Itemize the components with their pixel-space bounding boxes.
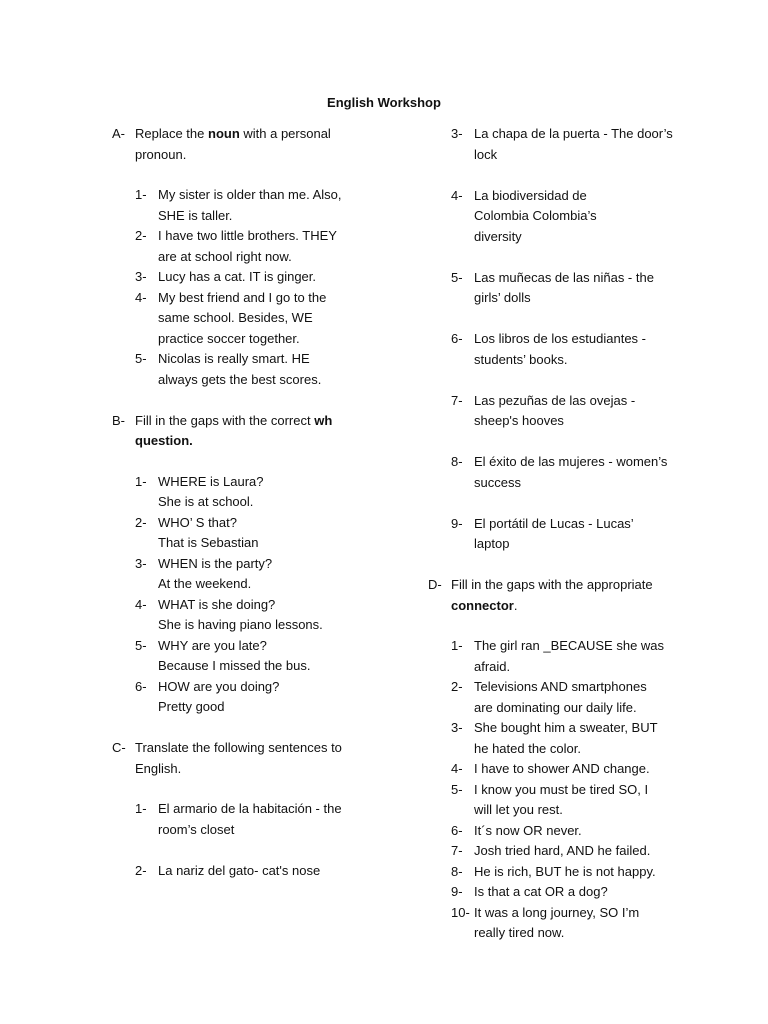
section-a-instruction: Replace the noun with a personal pronoun. [135,126,331,162]
section-c-letter: C- [112,740,126,755]
list-item: 9- Is that a cat OR a dog? [451,884,608,899]
list-item: 2- Televisions AND smartphones are dominating our daily life. [451,679,647,715]
section-b-instruction: Fill in the gaps with the correct wh question. [135,412,333,448]
left-column [112,124,412,881]
list-item: 3- WHEN is the party? At the weekend. [135,555,273,591]
list-item: 10- It was a long journey, SO I’m really tired now. [451,904,640,940]
list-item: 4- I have to shower AND change. [451,761,650,776]
list-item: 9- El portátil de Lucas - Lucas’ laptop [451,515,634,551]
list-item: 3- Lucy has a cat. IT is ginger. [135,269,317,284]
list-item: 4- My best friend and I go to the same school. Besides, WE practice soccer together. [135,289,327,346]
section-d [428,575,728,944]
section-a [112,124,412,390]
list-item: 8- He is rich, BUT he is not happy. [451,863,656,879]
list-item: 2- WHO’ S that? That is Sebastian [135,514,259,550]
list-item: 6- Los libros de los estudiantes - students’ books. [451,331,646,367]
list-item: 1- WHERE is Laura? She is at school. [135,473,264,509]
list-item: 7- Las pezuñas de las ovejas - sheep's hooves [451,392,636,428]
list-item: 6- HOW are you doing? Pretty good [135,678,280,714]
right-column [428,124,728,944]
list-item: 5- I know you must be tired SO, I will let you rest. [451,781,649,817]
list-item: 6- It´s now OR never. [451,822,582,838]
section-b-letter: B- [112,412,125,428]
section-d-letter: D- [428,577,442,592]
list-item: 8- El éxito de las mujeres - women’s success [451,454,668,490]
list-item: 7- Josh tried hard, AND he failed. [451,843,651,858]
list-item: 1- The girl ran _BECAUSE she was afraid. [451,638,665,674]
list-item: 5- Las muñecas de las niñas - the girls’ dolls [451,269,654,305]
section-c [112,738,412,881]
list-item: 5- WHY are you late? Because I missed the bus. [135,637,311,673]
list-item: 4- WHAT is she doing? She is having piano lessons. [135,596,323,632]
section-c-instruction: Translate the following sentences to English. [135,740,342,776]
list-item: 1- My sister is older than me. Also, SHE is taller. [135,187,342,223]
page-title: English Workshop [327,95,441,110]
list-item: 3- La chapa de la puerta - The door’s lock [451,126,673,162]
section-d-instruction: Fill in the gaps with the appropriate connector. [451,577,653,613]
list-item: 4- La biodiversidad de Colombia Colombia’s diversity [451,187,597,244]
section-a-letter: A- [112,126,125,141]
list-item: 2- I have two little brothers. THEY are at school right now. [135,228,337,264]
list-item: 5- Nicolas is really smart. HE always gets the best scores. [135,351,322,387]
list-item: 2- La nariz del gato- cat's nose [135,862,321,878]
list-item: 1- El armario de la habitación - the room’s closet [135,801,342,837]
section-b [112,411,412,718]
list-item: 3- She bought him a sweater, BUT he hated the color. [451,720,658,756]
